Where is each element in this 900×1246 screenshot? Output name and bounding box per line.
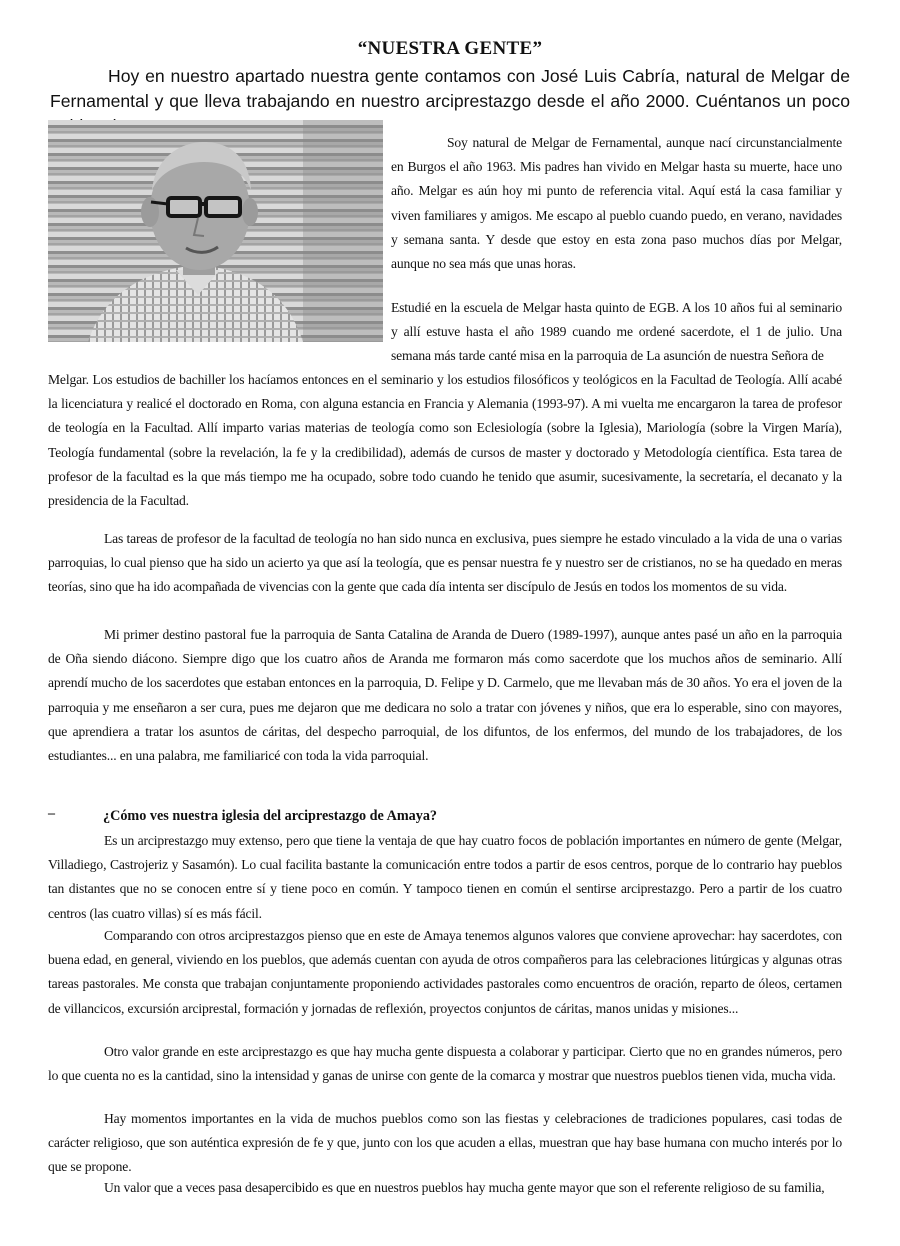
portrait-photo [48,120,383,342]
paragraph-studies-continued: Melgar. Los estudios de bachiller los hacíamos entonces en el seminario y los estudios filosóficos y teológicos en la Facultad de Teología. Allí acabé la licenciatura y realicé el doctorado en Roma, con alguna estancia en Francia y Alemania (1993-97). A mi vuelta me encargaron la tarea de profesor de teología en la Facultad. Allí imparto varias materias de teología como son Eclesiología (sobre la Iglesia), Mariología (sobre la Virgen María), Teología fundamental (sobre la revelación, la fe y la credibilidad), además de cursos de master y doctorado y Metodología científica. Esta tarea de profesor de la facultad es la que más tiempo me ha ocupado, sobre todo cuando he tenido que asumir, sucesivamente, la secretaría, el decanato y la presidencia de la Facultad. [48,372,842,509]
paragraph-first-parish: Mi primer destino pastoral fue la parroquia de Santa Catalina de Aranda de Duero (1989-1997), aunque antes pasé un año en la parroquia de Oña siendo diácono. Siempre digo que los cuatro años de Aranda me formaron más como sacerdote que los muchos años de seminario. Allí aprendí mucho de los sacerdotes que estaban entonces en la parroquia, D. Felipe y D. Carmelo, que me llevaban más de 30 años. Yo era el joven de la parroquia y me enseñaron a ser cura, pues me dejaron que me dedicara no solo a tratar con jóvenes y niños, que era lo esperable, sino con mayores, que aprendiera a tratar los asuntos de cáritas, del despecho parroquial, de los difuntos, de los enfermos, del mundo de los trabajadores, de los estudiantes... en una palabra, me familiaricé con toda la vida parroquial. [48,627,842,764]
paragraph-birth: Soy natural de Melgar de Fernamental, aunque nací circunstancialmente en Burgos el año 1963. Mis padres han vivido en Melgar hasta su muerte, hace uno año. Melgar es aún hoy mi punto de referencia vital. Aquí está la casa familiar y viven familiares y amigos. Me escapo al pueblo cuando puedo, en verano, navidades y semana santa. Y desde que estoy en esta zona paso muchos días por Melgar, aunque no sea más que unas horas. [391,135,842,272]
interview-question: ¿Cómo ves nuestra iglesia del arciprestazgo de Amaya? [103,808,438,824]
paragraph-studies-start: Estudié en la escuela de Melgar hasta quinto de EGB. A los 10 años fui al seminario y allí estuve hasta el año 1989 cuando me ordené sacerdote, el 1 de julio. Una semana más tarde canté misa en la parroquia de La asunción de nuestra Señora de [391,300,842,364]
answer-paragraph-3: Otro valor grande en este arciprestazgo es que hay mucha gente dispuesta a colaborar y participar. Cierto que no en grandes números, pero lo que cuenta no es la cantidad, sino la intensidad y ganas de unirse con gente de la comarca y mostrar que nuestros pueblos tienen vida, mucha vida. [48,1044,842,1084]
article-intro: Hoy en nuestro apartado nuestra gente contamos con José Luis Cabría, natural de Melgar de Fernamental y que lleva trabajando en nuestro arciprestazgo desde el año 2000. Cuéntanos un poco [50,66,850,111]
paragraph-teaching: Las tareas de profesor de la facultad de teología no han sido nunca en exclusiva, pues siempre he estado vinculado a la vida de una o varias parroquias, lo cual pienso que ha sido un acierto ya que así la teología, que es pensar nuestra fe y nuestro ser de cristianos, no se ha quedado en meras teorías, sino que ha ido acompañada de vivencias con la gente que cada día intenta ser discípulo de Jesús en todos los momentos de su vida. [48,531,842,595]
question-dash: – [48,806,55,821]
article-title: “NUESTRA GENTE” [357,38,543,59]
answer-paragraph-2: Comparando con otros arciprestazgos pienso que en este de Amaya tenemos algunos valores que conviene aprovechar: hay sacerdotes, con buena edad, en general, viviendo en los pueblos, que además cuentan con ayuda de otros compañeros para las celebraciones litúrgicas y algunas otras tareas pastorales. Me consta que trabajan conjuntamente proponiendo actividades pastorales como encuentros de oración, reparto de óleos, certamen de villancicos, excursión arciprestal, formación y jornadas de reflexión, proyectos conjuntos de cáritas, manos unidas y misiones... [48,928,842,1016]
answer-paragraph-5: Un valor que a veces pasa desapercibido es que en nuestros pueblos hay mucha gente mayor que son el referente religioso de su familia, [104,1180,825,1195]
answer-paragraph-4: Hay momentos importantes en la vida de muchos pueblos como son las fiestas y celebraciones de tradiciones populares, casi todas de carácter religioso, que son auténtica expresión de fe y que, junto con los que acuden a ellas, muestran que hay base humana con mucho interés por lo que se propone. [48,1111,842,1175]
answer-paragraph-1: Es un arciprestazgo muy extenso, pero que tiene la ventaja de que hay cuatro focos de población importantes en número de gente (Melgar, Villadiego, Castrojeriz y Sasamón). Lo cual facilita bastante la comunicación entre todos a partir de esos centros, porque de lo contrario hay pueblos tan distantes que no se conocen entre sí y tiene poco en común. Y tampoco tienen en común el sentirse arciprestazgo. Pero a partir de los cuatro centros (las cuatro villas) sí es más fácil. [48,833,842,921]
